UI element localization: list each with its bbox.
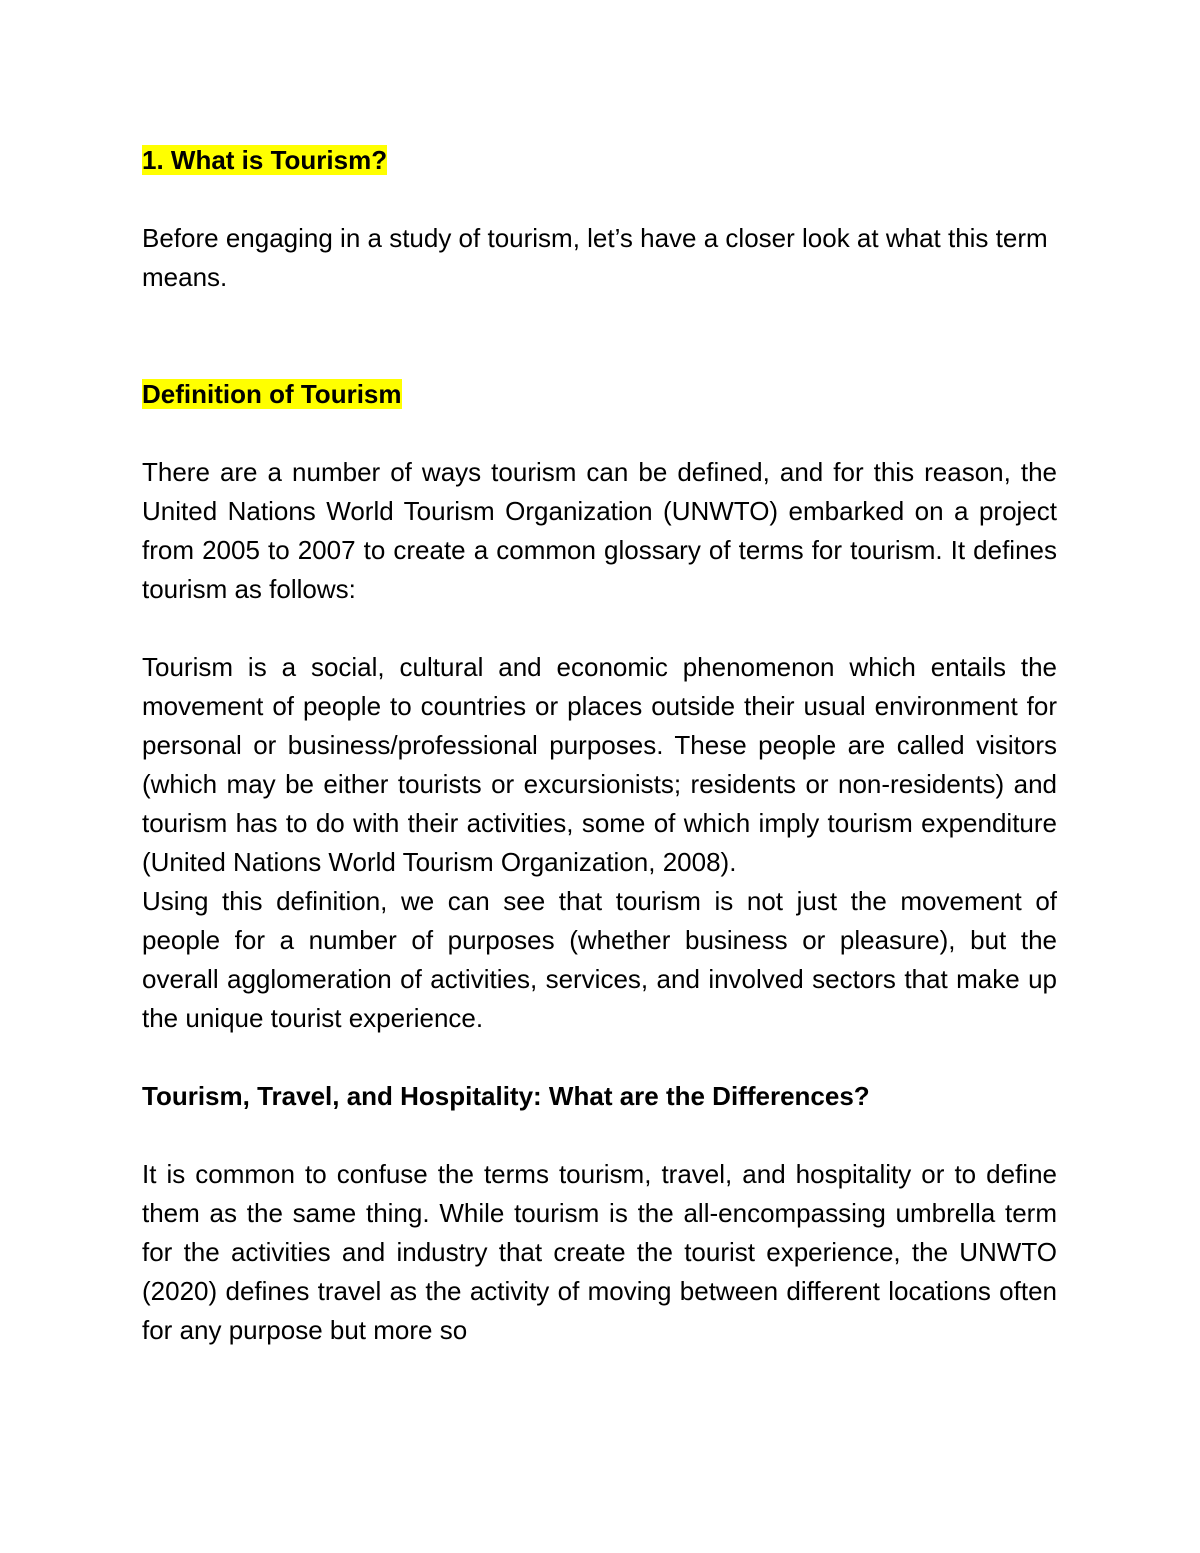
intro-paragraph: Before engaging in a study of tourism, let’s have a closer look at what this term means. [142, 223, 1048, 292]
definition-quote-paragraph: Tourism is a social, cultural and economic phenomenon which entails the movement of people to countries or places outside their usual environment for personal or business/professional purposes. These people are called visitors (which may be either tourists or excursionists; residents or non-residents) and tourism has to do with their activities, some of which imply tourism expenditure (United Nations World Tourism Organization, 2008). [142, 652, 1057, 877]
section-1-heading [142, 141, 1057, 180]
differences-paragraph-1: It is common to confuse the terms tourism, travel, and hospitality or to define them as the same thing. While tourism is the all-encompassing umbrella term for the activities and industry that create the tourist experience, the UNWTO (2020) defines travel as the activity of moving between different locations often for any purpose but more so [142, 1159, 1057, 1345]
definition-heading-text: Definition of Tourism [142, 379, 402, 409]
document-page [142, 141, 1057, 1350]
definition-heading [142, 375, 1057, 414]
differences-heading: Tourism, Travel, and Hospitality: What are the Differences? [142, 1081, 870, 1111]
definition-paragraph-1: There are a number of ways tourism can be defined, and for this reason, the United Nations World Tourism Organization (UNWTO) embarked on a project from 2005 to 2007 to create a common glossary of terms for tourism. It defines tourism as follows: [142, 457, 1057, 604]
section-1-heading-text: 1. What is Tourism? [142, 145, 388, 175]
definition-paragraph-3: Using this definition, we can see that tourism is not just the movement of people for a number of purposes (whether business or pleasure), but the overall agglomeration of activities, services, and involved sectors that make up the unique tourist experience. [142, 886, 1057, 1033]
